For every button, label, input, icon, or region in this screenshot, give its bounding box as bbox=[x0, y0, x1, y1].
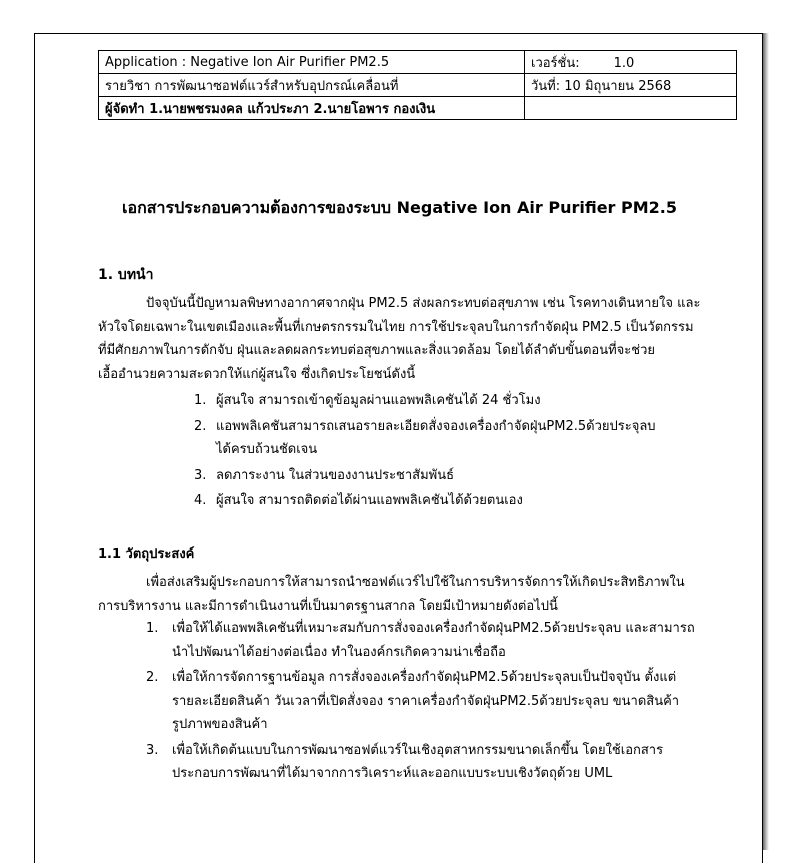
list-number: 2. bbox=[146, 670, 159, 685]
list-item bbox=[146, 739, 706, 786]
list-text-continued: รูปภาพของสินค้า bbox=[172, 717, 268, 732]
version-value: 1.0 bbox=[613, 55, 635, 71]
header-row-application bbox=[99, 51, 737, 74]
list-item bbox=[194, 489, 694, 513]
list-text: เพื่อให้เกิดต้นแบบในการพัฒนาซอฟต์แวร์ในเชิงอุตสาหกรรมขนาดเล็กขึ้น โดยใช้เอกสาร bbox=[172, 742, 664, 758]
paragraph-line: เพื่อส่งเสริมผู้ประกอบการให้สามารถนำซอฟต์แวร์ไปใช้ในการบริหารจัดการให้เกิดประสิทธิภาพใน bbox=[146, 575, 685, 590]
list-item bbox=[194, 415, 694, 462]
introduction-paragraph bbox=[98, 292, 700, 386]
list-item bbox=[146, 666, 706, 737]
date-cell: วันที่: 10 มิถุนายน 2568 bbox=[525, 74, 737, 97]
objectives-paragraph bbox=[98, 571, 700, 618]
section-heading-introduction: 1. บทนำ bbox=[98, 267, 154, 283]
paragraph-line: เอื้ออำนวยความสะดวกให้แก่ผู้สนใจ ซึ่งเกิดประโยชน์ดังนี้ bbox=[98, 366, 416, 382]
list-text: เพื่อให้การจัดการฐานข้อมูล การสั่งจองเครื่องกำจัดฝุ่นPM2.5ด้วยประจุลบเป็นปัจจุบัน ตั้งแต่ bbox=[172, 670, 677, 685]
list-text: ลดภาระงาน ในส่วนของงานประชาสัมพันธ์ bbox=[216, 467, 455, 483]
list-number: 3. bbox=[194, 467, 207, 483]
list-item bbox=[194, 464, 694, 488]
list-text: ผู้สนใจ สามารถเข้าดูข้อมูลผ่านแอพพลิเคชันได้ 24 ชั่วโมง bbox=[216, 393, 541, 408]
list-number: 1. bbox=[146, 621, 159, 636]
list-number: 3. bbox=[146, 742, 159, 758]
benefits-list bbox=[194, 389, 694, 515]
list-text-continued: ได้ครบถ้วนชัดเจน bbox=[216, 442, 318, 457]
list-item bbox=[146, 617, 706, 664]
application-cell: Application : Negative Ion Air Purifier PM2.5 bbox=[99, 51, 525, 74]
paragraph-line: ที่มีศักยภาพในการดักจับ ฝุ่นและลดผลกระทบต่อสุขภาพและสิ่งแวดล้อม โดยได้ลำดับขั้นตอนที่จะช่วย bbox=[98, 343, 656, 358]
list-text: เพื่อให้ได้แอพพลิเคชันที่เหมาะสมกับการสั่งจองเครื่องกำจัดฝุ่นPM2.5ด้วยประจุลบ และสามารถ bbox=[172, 621, 695, 636]
list-text-continued: รายละเอียดสินค้า วันเวลาที่เปิดสั่งจอง ราคาเครื่องกำจัดฝุ่นPM2.5ด้วยประจุลบ ขนาดสินค้า bbox=[172, 693, 680, 709]
list-number: 4. bbox=[194, 493, 207, 508]
version-label: เวอร์ชั่น: bbox=[531, 55, 580, 71]
list-text-continued: ประกอบการพัฒนาที่ได้มาจากการวิเคราะห์และออกแบบระบบเชิงวัตถุด้วย UML bbox=[172, 766, 613, 781]
version-cell bbox=[525, 51, 737, 74]
header-row-authors bbox=[99, 97, 737, 120]
document-header-table bbox=[98, 50, 737, 120]
list-number: 1. bbox=[194, 393, 207, 408]
header-row-course bbox=[99, 74, 737, 97]
page-edge-shadow bbox=[763, 33, 769, 850]
list-text: แอพพลิเคชันสามารถเสนอรายละเอียดสั่งจองเครื่องกำจัดฝุ่นPM2.5ด้วยประจุลบ bbox=[216, 418, 656, 434]
paragraph-line: ปัจจุบันนี้ปัญหามลพิษทางอากาศจากฝุ่น PM2.5 ส่งผลกระทบต่อสุขภาพ เช่น โรคทางเดินหายใจ และ bbox=[146, 296, 701, 311]
section-heading-objectives: 1.1 วัตถุประสงค์ bbox=[98, 547, 195, 562]
authors-cell: ผู้จัดทำ 1.นายพชรมงคล แก้วประภา 2.นายโอพาร กองเงิน bbox=[99, 97, 525, 120]
list-text: ผู้สนใจ สามารถติดต่อได้ผ่านแอพพลิเคชันได้ด้วยตนเอง bbox=[216, 493, 523, 508]
course-cell: รายวิชา การพัฒนาซอฟต์แวร์สำหรับอุปกรณ์เคลื่อนที่ bbox=[99, 74, 525, 97]
list-text-continued: นำไปพัฒนาได้อย่างต่อเนื่อง ทำในองค์กรเกิดความน่าเชื่อถือ bbox=[172, 644, 506, 660]
paragraph-line: การบริหารงาน และมีการดำเนินงานที่เป็นมาตรฐานสากล โดยมีเป้าหมายดังต่อไปนี้ bbox=[98, 598, 558, 614]
document-title: เอกสารประกอบความต้องการของระบบ Negative Ion Air Purifier PM2.5 bbox=[122, 198, 677, 217]
objectives-list bbox=[146, 617, 706, 788]
paragraph-line: หัวใจโดยเฉพาะในเขตเมืองและพื้นที่เกษตรกรรมในไทย การใช้ประจุลบในการกำจัดฝุ่น PM2.5 เป็นวัตกรรม bbox=[98, 319, 694, 335]
list-number: 2. bbox=[194, 418, 207, 434]
empty-cell bbox=[525, 97, 737, 120]
list-item bbox=[194, 389, 694, 413]
